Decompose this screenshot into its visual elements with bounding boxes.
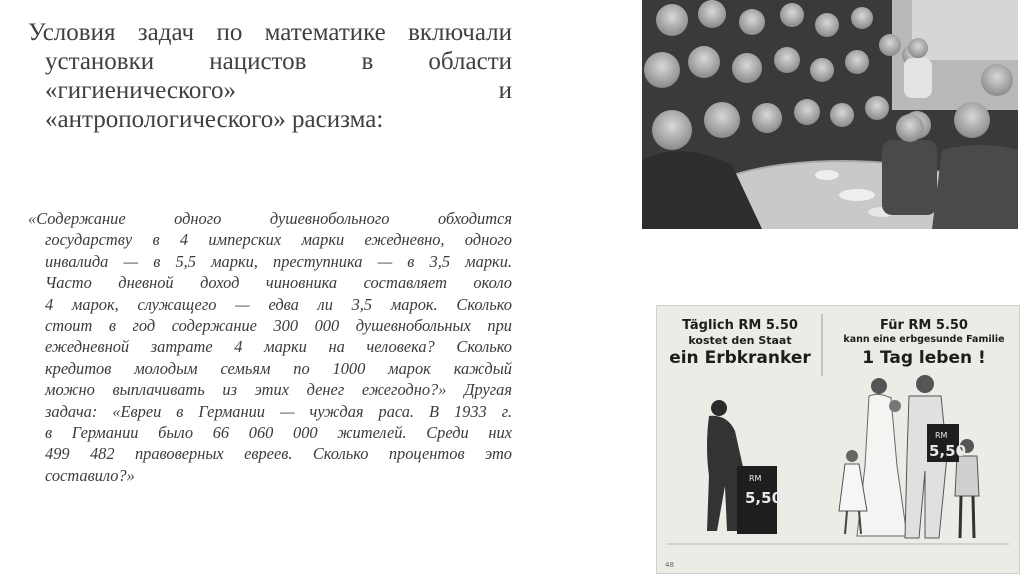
quote-line: составило?»: [45, 465, 135, 485]
poster-left-line: kostet den Staat: [688, 334, 792, 347]
hunched-figure: [707, 400, 777, 534]
heading-line: «гигиенического» и: [45, 77, 512, 104]
poster-left-line: ein Erbkranker: [669, 348, 811, 368]
quote-line: кредитов молодым семьям по 1000 марок каждый: [45, 358, 512, 378]
sign-right-amount: 5,50: [929, 442, 967, 460]
quote-line: инвалида — в 5,5 марки, преступника — в 3,5 марки.: [45, 251, 512, 271]
quote-line: в Германии было 66 060 000 жителей. Среди них: [45, 423, 512, 443]
quote-line: государству в 4 имперских марки ежедневно, одного: [45, 230, 512, 250]
sign-left-rm: RM: [749, 474, 762, 483]
poster-left-line: Täglich RM 5.50: [682, 318, 798, 333]
poster-right-line: 1 Tag leben !: [862, 348, 986, 368]
quote-line: стоит в год содержание 300 000 душевнобольных при: [45, 316, 512, 336]
heading-line: «антропологического» расизма:: [45, 106, 384, 133]
poster-illustration: [657, 306, 1019, 573]
propaganda-poster: [656, 305, 1020, 574]
poster-right-line: Für RM 5.50: [880, 318, 968, 333]
poster-page-number: 48: [665, 561, 674, 569]
sign-left-amount: 5,50: [745, 489, 783, 507]
quote-line: 499 482 правоверных евреев. Сколько процентов это: [45, 444, 512, 464]
quote-block: [28, 208, 512, 486]
quote-line: задача: «Евреи в Германии — чуждая раса. В 1933 г.: [45, 401, 512, 421]
historical-photo: [642, 0, 1018, 229]
quote-line: 4 марок, служащего — едва ли 3,5 марок. Сколько: [45, 294, 512, 314]
quote-line: «Содержание одного душевнобольного обходится: [28, 209, 512, 228]
heading-line: Условия задач по математике включали: [28, 19, 512, 46]
heading-line: установки нацистов в области: [45, 48, 512, 75]
poster-right-line: kann eine erbgesunde Familie: [843, 334, 1005, 345]
crowd-photo-image: [642, 0, 1018, 229]
sign-right-rm: RM: [935, 431, 948, 440]
quote-line: можно выплачивать из этих денег ежегодно?» Другая: [45, 380, 512, 400]
quote-line: ежедневной затрате 4 марки на человека? Сколько: [45, 337, 512, 357]
slide-heading: [28, 18, 512, 134]
quote-line: Часто дневной доход чиновника составляет около: [45, 273, 512, 293]
